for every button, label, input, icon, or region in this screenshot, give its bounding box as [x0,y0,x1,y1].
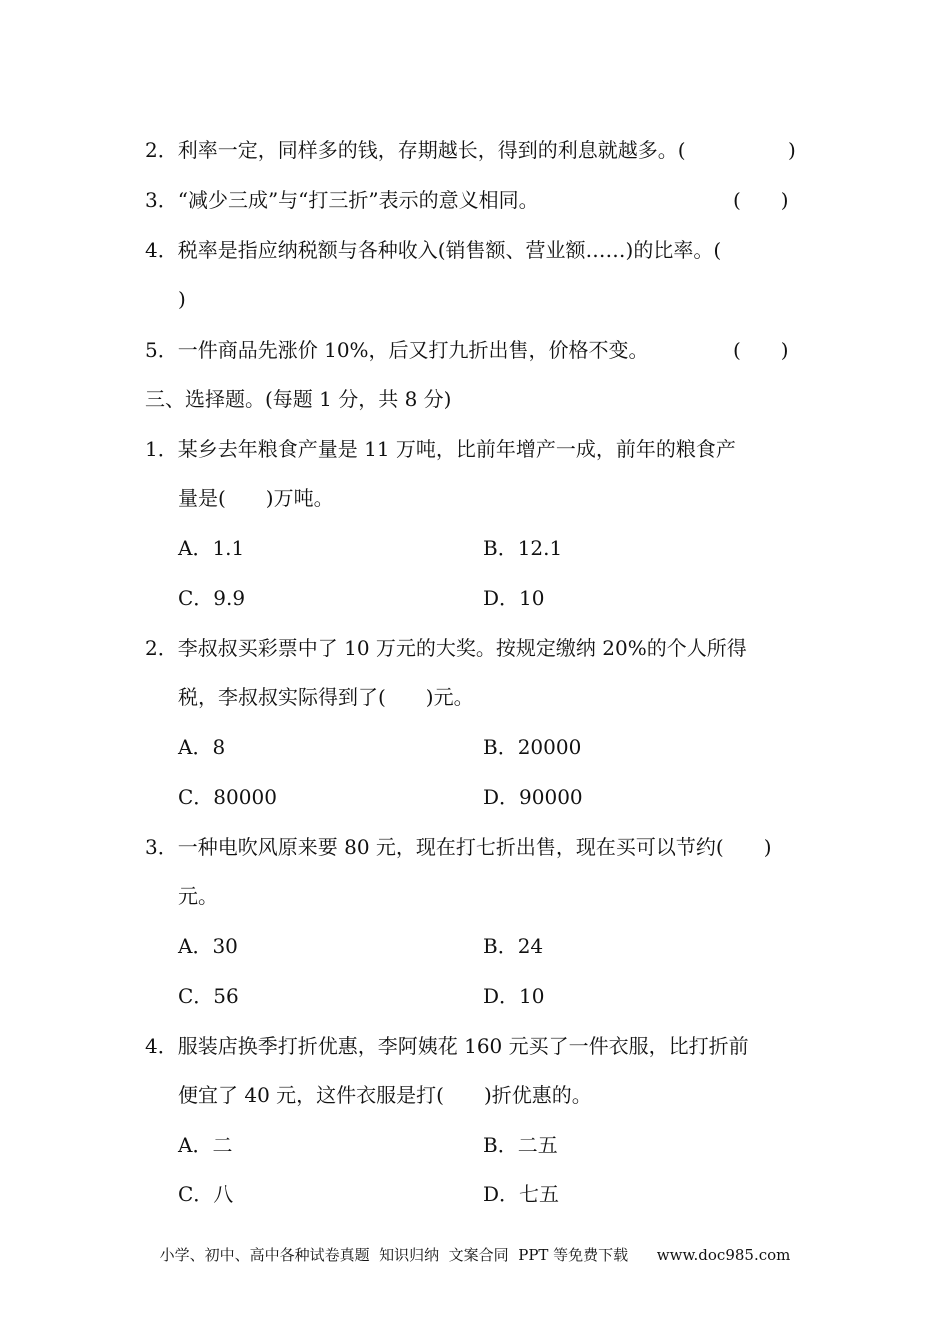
question-text: 服装店换季打折优惠，李阿姨花 160 元买了一件衣服，比打折前 [177,1034,749,1058]
option-d: D．90000 [483,785,583,809]
question-text-continued: 便宜了 40 元，这件衣服是打( )折优惠的。 [178,1083,592,1107]
question-text: 李叔叔买彩票中了 10 万元的大奖。按规定缴纳 20%的个人所得 [177,636,747,660]
option-b: B．24 [483,934,544,958]
option-a: A．8 [178,735,226,759]
question-text: 一种电吹风原来要 80 元，现在打七折出售，现在买可以节约( ) [177,835,772,859]
question-number: 2． [145,636,178,660]
judgement-item-5 [145,336,649,364]
judgement-item-4 [145,236,721,264]
judgement-item-3 [145,186,539,214]
answer-paren-continued: ) [178,287,186,311]
option-c: C．56 [178,984,239,1008]
answer-paren: ) [788,138,796,162]
question-3 [145,833,772,861]
item-text: 利率一定，同样多的钱，存期越长，得到的利息就越多。( [177,138,686,162]
question-4 [145,1032,749,1060]
item-number: 3． [145,188,178,212]
option-c: C．80000 [178,785,277,809]
question-number: 4． [145,1034,178,1058]
option-a: A．二 [178,1133,233,1157]
item-text: 税率是指应纳税额与各种收入(销售额、营业额……)的比率。( [177,238,722,262]
question-2 [145,634,747,662]
question-number: 3． [145,835,178,859]
question-text-continued: 量是( )万吨。 [178,486,334,510]
option-d: D．10 [483,586,545,610]
item-text: “减少三成”与“打三折”表示的意义相同。 [177,188,539,212]
question-text-continued: 税，李叔叔实际得到了( )元。 [178,685,474,709]
page-footer: 小学、初中、高中各种试卷真题 知识归纳 文案合同 PPT 等免费下载 www.doc985.com [159,1246,791,1264]
option-b: B．二五 [483,1133,558,1157]
option-b: B．12.1 [483,536,563,560]
answer-paren: ( ) [733,188,789,212]
option-c: C．八 [178,1182,234,1206]
item-number: 5． [145,338,178,362]
option-b: B．20000 [483,735,582,759]
question-text: 某乡去年粮食产量是 11 万吨，比前年增产一成，前年的粮食产 [177,437,736,461]
option-a: A．30 [178,934,238,958]
item-number: 4． [145,238,178,262]
answer-paren: ( ) [733,338,789,362]
item-text: 一件商品先涨价 10%，后又打九折出售，价格不变。 [177,338,649,362]
question-number: 1． [145,437,178,461]
option-a: A．1.1 [178,536,245,560]
question-text-continued: 元。 [178,884,218,908]
option-d: D．七五 [483,1182,560,1206]
option-d: D．10 [483,984,545,1008]
section-title: 三、选择题。(每题 1 分，共 8 分) [145,387,452,411]
question-1 [145,435,736,463]
item-number: 2． [145,138,178,162]
judgement-item-2 [145,136,686,164]
option-c: C．9.9 [178,586,246,610]
